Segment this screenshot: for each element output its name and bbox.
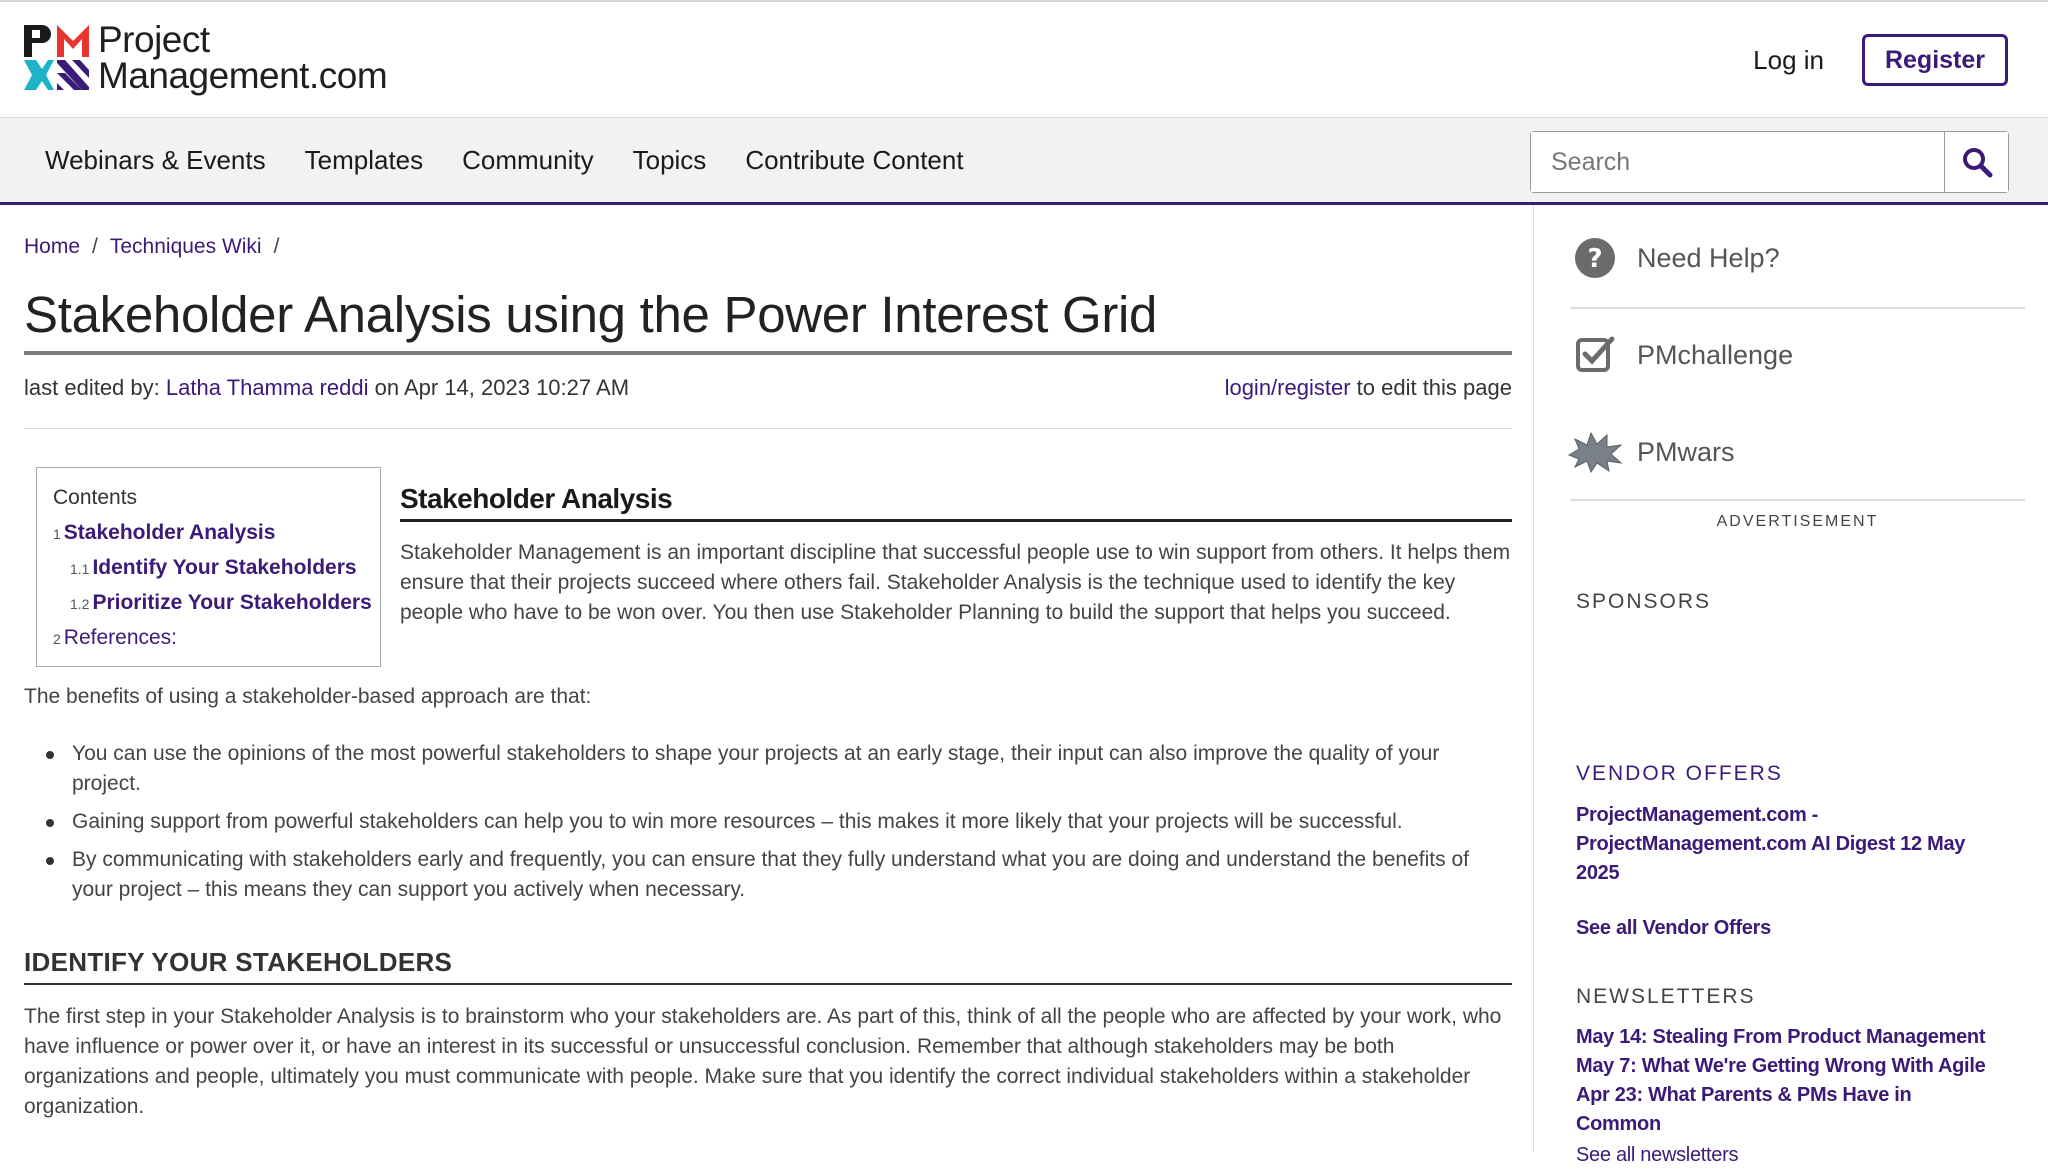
last-edited-label: last edited by: (24, 375, 160, 400)
pmchallenge-label: PMchallenge (1637, 339, 1794, 370)
see-all-newsletters-link[interactable]: See all newsletters (1576, 1144, 1739, 1166)
intro-paragraph: Stakeholder Management is an important discipline that successful people use to win support from others. It helps them ensure that their projects succeed where others fail. Stakeholder Analysis is the technique used to identify the key people who have to be won over. You then use Stakeholder Planning to build the support that helps you succeed. (400, 541, 1511, 624)
toc-label[interactable]: References: (63, 626, 178, 649)
header-actions (1753, 34, 2008, 86)
search-button[interactable] (1944, 132, 2008, 192)
nav-item-contribute-content[interactable]: Contribute Content (745, 145, 964, 175)
edit-page-prompt (1225, 375, 1512, 401)
list-item: Gaining support from powerful stakeholders can help you to win more resources – this makes it more likely that your projects will be successful. (24, 807, 1512, 837)
sidebar-rule (1570, 307, 2025, 309)
breadcrumb-separator: / (92, 235, 98, 258)
edit-page-suffix: to edit this page (1356, 375, 1512, 400)
newsletter-link[interactable]: May 14: Stealing From Product Management (1576, 1026, 1986, 1048)
logo-line-2: Management.com (98, 55, 388, 96)
newsletters-heading: NEWSLETTERS (1576, 985, 1756, 1008)
nav-item-community[interactable]: Community (462, 145, 594, 175)
toc-number: 2 (53, 631, 61, 647)
nav-item-topics[interactable]: Topics (632, 145, 707, 175)
login-register-link[interactable]: login/register (1224, 375, 1351, 400)
newsletter-link[interactable]: May 7: What We're Getting Wrong With Agile (1576, 1055, 1986, 1077)
toc-label[interactable]: Identify Your Stakeholders (92, 556, 357, 579)
sponsors-heading: SPONSORS (1576, 590, 1712, 613)
pmwars-label: PMwars (1637, 436, 1735, 467)
section-heading-identify-stakeholders: IDENTIFY YOUR STAKEHOLDERS (24, 947, 1512, 985)
breadcrumb-techniques-wiki[interactable]: Techniques Wiki (109, 235, 262, 258)
breadcrumb-separator: / (273, 235, 280, 258)
need-help-label: Need Help? (1637, 242, 1780, 273)
toc-item[interactable] (53, 516, 380, 551)
starburst-icon (1570, 427, 1620, 477)
breadcrumb-home[interactable]: Home (24, 235, 81, 258)
vendor-offer-link[interactable]: ProjectManagement.com - ProjectManagement.com AI Digest 12 May 2025 (1576, 804, 1966, 884)
logo-line-1: Project (98, 19, 210, 60)
newsletter-link[interactable]: Apr 23: What Parents & PMs Have in Common (1576, 1084, 1912, 1135)
main-nav (0, 117, 2048, 205)
title-divider (24, 351, 1512, 355)
toc-item[interactable] (53, 551, 380, 586)
section-heading-stakeholder-analysis: Stakeholder Analysis (400, 483, 1512, 522)
search-box (1530, 131, 2009, 193)
site-header (0, 2, 2048, 117)
checkbox-icon (1570, 330, 1620, 380)
advertisement-label: ADVERTISEMENT (1716, 513, 1879, 530)
author-link[interactable]: Latha Thamma reddi (165, 375, 369, 400)
meta-divider (24, 428, 1512, 429)
edit-date: on Apr 14, 2023 10:27 AM (374, 375, 630, 400)
nav-item-templates[interactable]: Templates (304, 145, 424, 175)
list-item: You can use the opinions of the most powerful stakeholders to shape your projects at an early stage, their input can also improve the quality of your project. (24, 739, 1512, 799)
toc-item[interactable] (53, 621, 380, 656)
sidebar-rule (1570, 499, 2025, 501)
toc-item[interactable] (53, 586, 380, 621)
last-edited-info (24, 375, 629, 401)
vendor-offers-heading: VENDOR OFFERS (1576, 762, 1783, 785)
toc-title: Contents (53, 486, 138, 509)
svg-text:?: ? (1587, 244, 1603, 274)
logo-wordmark (98, 19, 388, 96)
login-link[interactable]: Log in (1753, 44, 1824, 75)
search-icon (1961, 146, 1993, 178)
help-icon (1570, 233, 1620, 283)
main-content (24, 205, 1512, 1152)
register-button[interactable]: Register (1862, 34, 2008, 86)
table-of-contents (36, 467, 381, 667)
nav-item-webinars-events[interactable]: Webinars & Events (45, 145, 266, 175)
identify-paragraph: The first step in your Stakeholder Analysis is to brainstorm who your stakeholders are. As part of this, think of all the people who are affected by your work, who have influence or power over it, or have an interest in its successful or unsuccessful conclusion. Remember that although stakeholders may be both organizations and people, ultimately you must communicate with people. Make sure that you identify the correct individual stakeholders within a stakeholder organization. (24, 1005, 1502, 1118)
sidebar (1570, 205, 2025, 1166)
breadcrumb (24, 235, 291, 259)
toc-number: 1.1 (70, 561, 90, 577)
pmchallenge-link[interactable] (1570, 330, 2025, 380)
search-input[interactable] (1531, 132, 1944, 192)
toc-number: 1.2 (70, 596, 90, 612)
nav-menu (45, 118, 1003, 203)
list-item: By communicating with stakeholders early and frequently, you can ensure that they fully understand what you are doing and understand the benefits of your project – this means they can support you actively when necessary. (24, 845, 1512, 905)
benefits-intro: The benefits of using a stakeholder-based approach are that: (24, 685, 592, 708)
benefits-list (24, 739, 1512, 913)
need-help-link[interactable] (1570, 233, 2025, 283)
pmwars-link[interactable] (1570, 427, 2025, 477)
site-logo[interactable] (24, 19, 388, 96)
page-title: Stakeholder Analysis using the Power Interest Grid (24, 286, 1158, 343)
toc-label[interactable]: Stakeholder Analysis (63, 521, 276, 544)
see-all-vendor-offers-link[interactable]: See all Vendor Offers (1576, 917, 1771, 939)
toc-number: 1 (53, 526, 61, 542)
toc-label[interactable]: Prioritize Your Stakeholders (92, 591, 372, 614)
pmi-logo-icon (24, 25, 90, 91)
sidebar-divider (1533, 205, 1534, 1152)
